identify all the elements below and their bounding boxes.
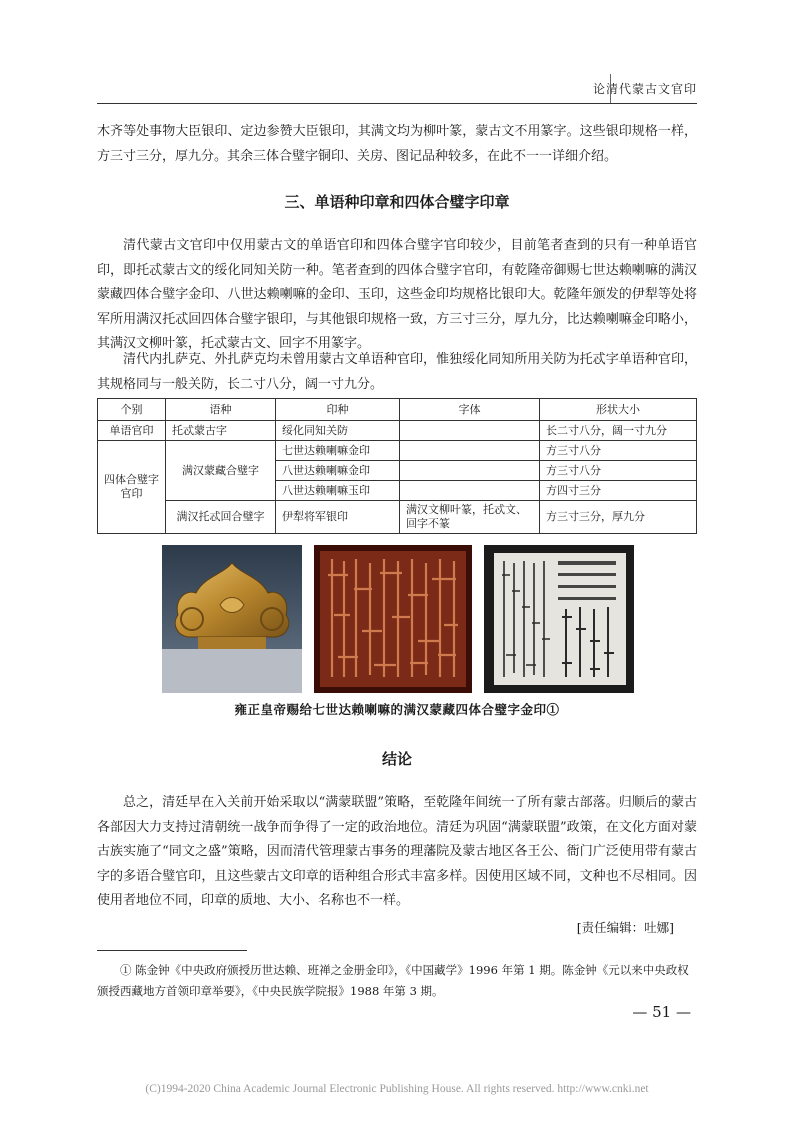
table-cell-size: 方三寸三分，厚九分 [540,501,697,534]
red-seal-face-image [314,545,472,693]
table-header-cell: 印种 [276,399,400,421]
running-header: 论清代蒙古文官印 [592,82,697,96]
section-paragraph-2: 清代内扎萨克、外扎萨克均未曾用蒙古文单语种官印，惟独绥化同知所用关防为托忒字单语种官印，其规格同与一般关防，长二寸八分，阔一寸九分。 [97,352,697,392]
header-divider-vertical [610,74,611,103]
footnote: ① 陈金钟《中央政府颁授历世达赖、班禅之金册金印》，《中国藏学》1996 年第 1 期。陈金钟《元以来中央政权颁授西藏地方首领印章举要》，《中央民族学院报》1988 年第 3 期。 [97,963,689,998]
table-cell-seal: 绥化同知关防 [276,421,400,441]
conclusion-title: 结论 [381,750,412,768]
table-header-cell: 字体 [400,399,540,421]
table-cell-size: 方四寸三分 [540,481,697,501]
header-divider [97,103,697,104]
intro-paragraph: 木齐等处事物大臣银印、定边参赞大臣银印，其满文均为柳叶篆，蒙古文不用篆字。这些银印规格一样，方三寸三分，厚九分。其余三体合璧字铜印、关房、图记品种较多，在此不一一详细介绍。 [97,124,697,164]
table-cell-language: 托忒蒙古字 [166,421,276,441]
seal-impression-image [484,545,634,693]
figure-caption: 雍正皇帝赐给七世达赖喇嘛的满汉蒙藏四体合璧字金印① [234,702,560,717]
table-header-cell: 个别 [98,399,166,421]
table-cell-category: 四体合璧字官印 [98,441,166,534]
table-cell-seal: 八世达赖喇嘛金印 [276,461,400,481]
table-cell-font [400,461,540,481]
table-cell-language: 满汉托忒回合璧字 [166,501,276,534]
copyright-notice: (C)1994-2020 China Academic Journal Electronic Publishing House. All rights reserved. http://www.cnki.net [145,1083,649,1095]
conclusion-paragraph: 总之，清廷早在入关前开始采取以“满蒙联盟”策略，至乾隆年间统一了所有蒙古部落。归顺后的蒙古各部因大力支持过清朝统一战争而争得了一定的政治地位。清廷为巩固“满蒙联盟”政策，在文化方面对蒙古族实施了“同文之盛”策略，因而清代管理蒙古事务的理藩院及蒙古地区各王公、衙门广泛使用带有蒙古字的多语合璧官印，且这些蒙古文印章的语种组合形式丰富多样。因使用区域不同，文种也不尽相同。因使用者地位不同，印章的质地、大小、名称也不一样。 [97,795,697,908]
section-title: 三、单语种印章和四体合璧字印章 [284,193,510,211]
table-cell-font: 满汉文柳叶篆，托忒文、回字不篆 [400,501,540,534]
table-cell-font [400,441,540,461]
table-row [98,441,697,461]
table-cell-category: 单语官印 [98,421,166,441]
editor-note: [责任编辑：吐娜] [576,920,674,935]
table-cell-seal: 八世达赖喇嘛玉印 [276,481,400,501]
gold-seal-knob-image [162,545,302,693]
section-paragraph-1: 清代蒙古文官印中仅用蒙古文的单语官印和四体合璧字官印较少，目前笔者查到的只有一种单语官印，即托忒蒙古文的绥化同知关防一种。笔者查到的四体合璧字官印，有乾隆帝御赐七世达赖喇嘛的满汉蒙藏四体合璧字金印、八世达赖喇嘛的金印、玉印，这些金印均规格比银印大。乾隆年颁发的伊犁等处将军所用满汉托忒回四体合璧字银印，与其他银印规格一致，方三寸三分，厚九分，比达赖喇嘛金印略小，其满汉文柳叶篆，托忒蒙古文、回字不用篆字。 [97,238,697,351]
table-row [98,421,697,441]
table-cell-language: 满汉蒙藏合璧字 [166,441,276,501]
table-header-cell: 语种 [166,399,276,421]
table-cell-seal: 伊犁将军银印 [276,501,400,534]
table-cell-font [400,481,540,501]
table-row [98,501,697,534]
table-header-row [98,399,697,421]
seal-table [97,398,697,534]
table-cell-seal: 七世达赖喇嘛金印 [276,441,400,461]
page-number: — 51 — [632,1003,691,1021]
footnote-divider [97,950,247,951]
table-cell-font [400,421,540,441]
table-cell-size: 方三寸八分 [540,461,697,481]
table-header-cell: 形状大小 [540,399,697,421]
table-cell-size: 方三寸八分 [540,441,697,461]
table-cell-size: 长二寸八分，阔一寸九分 [540,421,697,441]
